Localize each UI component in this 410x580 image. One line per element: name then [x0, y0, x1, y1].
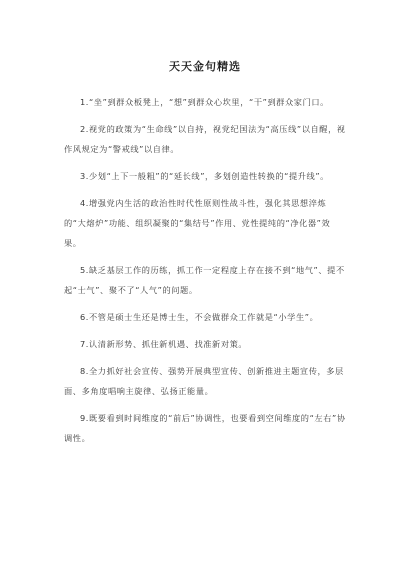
quote-item-8: 8.全力抓好社会宣传、强势开展典型宣传、创新推进主题宣传，多层面、多角度唱响主旋律、弘扬正能量。 — [64, 366, 344, 396]
quote-item-1: 1.“坐”到群众板凳上，“想”到群众心坎里，“干”到群众家门口。 — [80, 97, 329, 107]
quote-item-6: 6.不管是硕士生还是博士生，不会做群众工作就是“小学生”。 — [80, 312, 319, 322]
quote-item-9: 9.既要看到时间维度的“前后”协调性，也要看到空间维度的“左右”协调性。 — [64, 413, 346, 443]
document-title: 天天金句精选 — [169, 60, 241, 73]
quote-item-4: 4.增强党内生活的政治性时代性原则性战斗性，强化其思想淬炼的“大熔炉”功能、组织凝聚的“集结号”作用、党性提纯的“净化器”效果。 — [64, 198, 331, 248]
quote-item-5: 5.缺乏基层工作的历练，抓工作一定程度上存在接不到“地气”、提不起“士气”、聚不了“人气”的问题。 — [64, 265, 345, 295]
quote-item-2: 2.视党的政策为“生命线”以自持，视党纪国法为“高压线”以自醒，视作风规定为“警戒线”以自律。 — [64, 124, 346, 154]
quote-item-3: 3.少划“上下一般粗”的“延长线”，多划创造性转换的“提升线”。 — [80, 171, 329, 181]
quote-item-7: 7.认清新形势、抓住新机遇、找准新对策。 — [80, 339, 248, 349]
quote-list — [64, 92, 346, 455]
